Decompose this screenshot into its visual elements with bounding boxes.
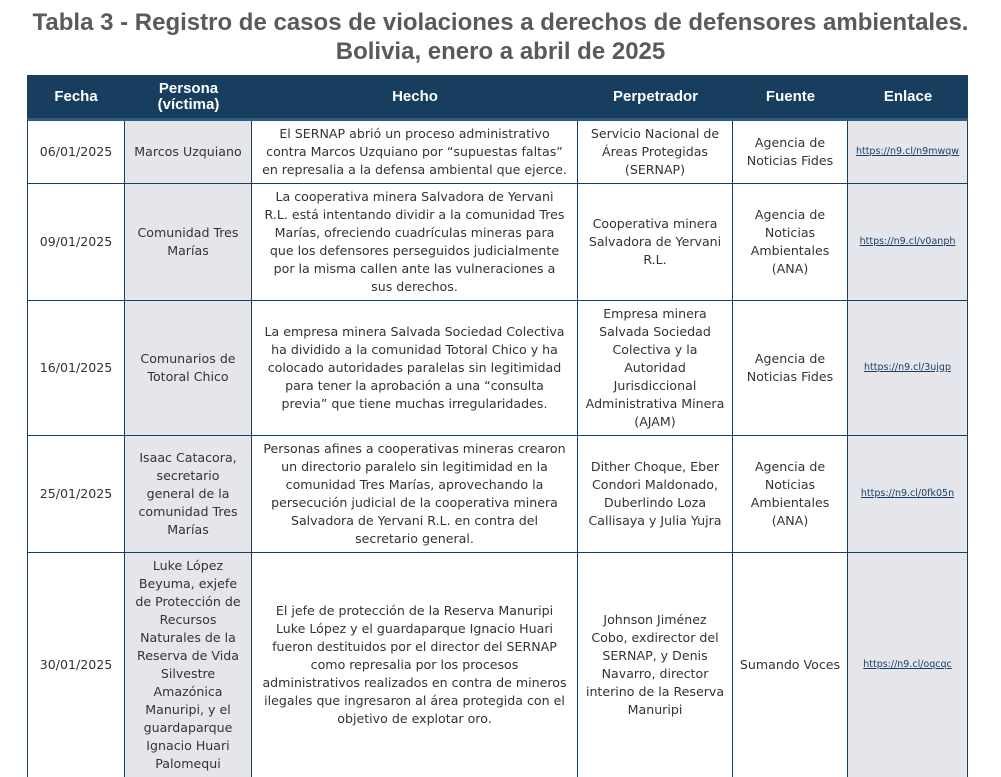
cell-hecho: El jefe de protección de la Reserva Manuripi Luke López y el guardaparque Ignacio Huari fueron destituidos por el director del SERNAP como represalia por los procesos administrativos realizados en contra de mineros ilegales que ingresaron al área protegida con el objetivo de explotar oro. [252,553,578,777]
cell-enlace [848,301,968,436]
cell-fecha: 09/01/2025 [27,184,125,301]
header-persona [125,75,252,121]
page-title-line-1: Tabla 3 - Registro de casos de violaciones a derechos de defensores ambientales. [32,9,969,36]
cell-perpetrador: Dither Choque, Eber Condori Maldonado, Duberlindo Loza Callisaya y Julia Yujra [578,436,733,553]
source-link[interactable]: https://n9.cl/3ujgp [864,362,951,373]
source-link[interactable]: https://n9.cl/n9mwqw [855,146,960,157]
cell-perpetrador: Servicio Nacional de Áreas Protegidas (SERNAP) [578,121,733,184]
header-fecha: Fecha [27,75,125,121]
cell-fecha: 25/01/2025 [27,436,125,553]
cell-perpetrador: Cooperativa minera Salvadora de Yervani R.L. [578,184,733,301]
cell-persona: Luke López Beyuma, exjefe de Protección de Recursos Naturales de la Reserva de Vida Silvestre Amazónica Manuripi, y el guardaparque Ignacio Huari Palomequi [125,553,252,777]
cell-enlace [848,553,968,777]
cell-persona: Marcos Uzquiano [125,121,252,184]
cell-hecho: El SERNAP abrió un proceso administrativo contra Marcos Uzquiano por “supuestas faltas” en represalia a la defensa ambiental que ejerce. [252,121,578,184]
cell-enlace [848,436,968,553]
cell-fecha: 30/01/2025 [27,553,125,777]
cell-persona: Isaac Catacora, secretario general de la comunidad Tres Marías [125,436,252,553]
table-row [27,553,968,777]
page-title [0,8,1001,66]
table-row [27,184,968,301]
cases-table [27,75,968,777]
table-row [27,436,968,553]
cell-hecho: La empresa minera Salvada Sociedad Colectiva ha dividido a la comunidad Totoral Chico y ha colocado autoridades paralelas sin legitimidad para tener la aprobación a una “consulta previa” que tiene muchas irregularidades. [252,301,578,436]
source-link[interactable]: https://n9.cl/v0anph [859,236,956,247]
header-persona-label: Persona (víctima) [157,79,220,113]
cell-persona: Comunidad Tres Marías [125,184,252,301]
cell-enlace [848,121,968,184]
source-link[interactable]: https://n9.cl/0fk05n [860,488,955,499]
cell-fuente: Agencia de Noticias Ambientales (ANA) [733,436,848,553]
cell-perpetrador: Empresa minera Salvada Sociedad Colectiva y la Autoridad Jurisdiccional Administrativa Minera (AJAM) [578,301,733,436]
cell-fuente: Agencia de Noticias Ambientales (ANA) [733,184,848,301]
page-title-line-2: Bolivia, enero a abril de 2025 [335,38,666,65]
cell-hecho: Personas afines a cooperativas mineras crearon un directorio paralelo sin legitimidad en la comunidad Tres Marías, aprovechando la persecución judicial de la cooperativa minera Salvadora de Yervani R.L. en contra del secretario general. [252,436,578,553]
header-fuente: Fuente [733,75,848,121]
cell-fuente: Agencia de Noticias Fides [733,121,848,184]
cell-fuente: Sumando Voces [733,553,848,777]
header-enlace: Enlace [848,75,968,121]
cell-hecho: La cooperativa minera Salvadora de Yervani R.L. está intentando dividir a la comunidad Tres Marías, ofreciendo cuadrículas mineras para que los defensores perseguidos judicialmente por la misma callen ante las vulneraciones a sus derechos. [252,184,578,301]
cell-fecha: 06/01/2025 [27,121,125,184]
cell-fecha: 16/01/2025 [27,301,125,436]
table-header-row [27,75,968,121]
cell-enlace [848,184,968,301]
table-row [27,301,968,436]
cell-fuente: Agencia de Noticias Fides [733,301,848,436]
cell-perpetrador: Johnson Jiménez Cobo, exdirector del SERNAP, y Denis Navarro, director interino de la Reserva Manuripi [578,553,733,777]
header-hecho: Hecho [252,75,578,121]
cell-persona: Comunarios de Totoral Chico [125,301,252,436]
source-link[interactable]: https://n9.cl/oqcqc [863,659,952,670]
table-row [27,121,968,184]
header-perpetrador: Perpetrador [578,75,733,121]
